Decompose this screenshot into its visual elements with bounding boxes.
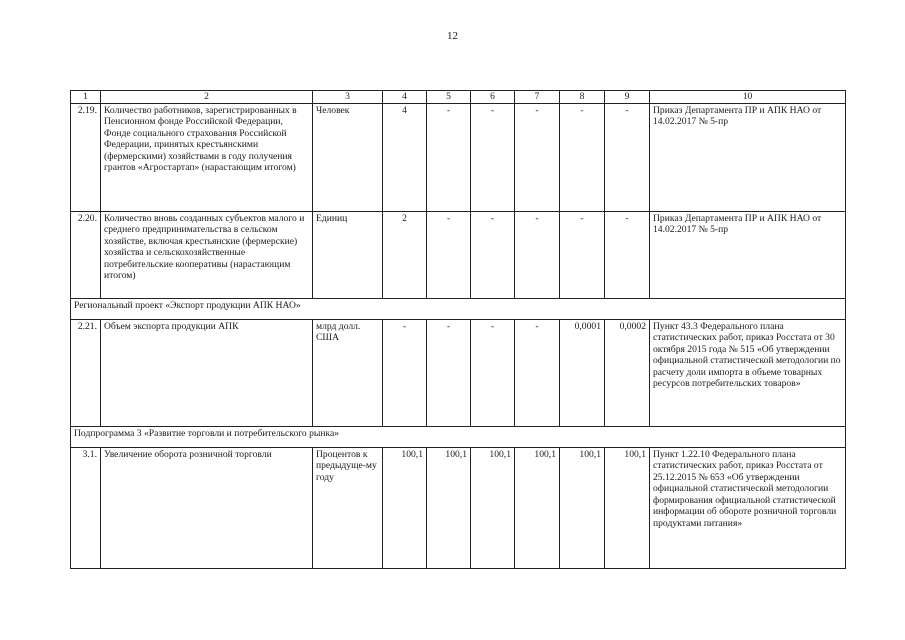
value-cell: 100,1 [427,447,471,568]
value-cell: 2 [383,211,427,298]
source-cell: Приказ Департамента ПР и АПК НАО от 14.02.2017 № 5-пр [650,103,846,211]
value-cell: 4 [383,103,427,211]
value-cell: - [515,103,560,211]
section-title: Подпрограмма 3 «Развитие торговли и потребительского рынка» [71,426,846,447]
table-row [71,447,846,568]
indicator-name: Количество работников, зарегистрированных в Пенсионном фонде Российской Федерации, Фонде социального страхования Российской Федерации, принятых крестьянскими (фермерскими) хозяйствами в году получения грантов «Агростартап» (нарастающим итогом) [101,103,313,211]
row-number: 2.20. [71,211,101,298]
value-cell: - [605,103,650,211]
source-cell: Пункт 1.22.10 Федерального плана статистических работ, приказ Росстата от 25.12.2015 № 653 «Об утверждении официальной статистической методологии формирования официальной статистической информации об обороте розничной торговли продуктами питания» [650,447,846,568]
column-header: 5 [427,91,471,104]
row-number: 2.21. [71,319,101,426]
value-cell: - [605,211,650,298]
column-header: 4 [383,91,427,104]
value-cell: 100,1 [383,447,427,568]
section-title: Региональный проект «Экспорт продукции АПК НАО» [71,298,846,319]
column-header: 1 [71,91,101,104]
unit-cell: Человек [313,103,383,211]
column-header: 8 [560,91,605,104]
column-header: 7 [515,91,560,104]
value-cell: - [471,319,515,426]
table-row [71,319,846,426]
value-cell: 0,0002 [605,319,650,426]
unit-cell: Единиц [313,211,383,298]
indicators-table [70,90,846,569]
section-row [71,426,846,447]
source-cell: Пункт 43.3 Федерального плана статистических работ, приказ Росстата от 30 октября 2015 года № 515 «Об утверждении официальной статистической методологии по расчету доли импорта в объеме товарных ресурсов потребительских товаров» [650,319,846,426]
value-cell: 0,0001 [560,319,605,426]
column-header: 3 [313,91,383,104]
unit-cell: Процентов к предыдуще-му году [313,447,383,568]
value-cell: - [515,211,560,298]
value-cell: - [427,319,471,426]
value-cell: - [515,319,560,426]
value-cell: - [560,103,605,211]
page-number: 12 [447,30,458,42]
value-cell: 100,1 [471,447,515,568]
indicator-name: Количество вновь созданных субъектов малого и среднего предпринимательства в сельском хозяйстве, включая крестьянские (фермерские) хозяйства и сельскохозяйственные потребительские кооперативы (нарастающим итогом) [101,211,313,298]
column-header: 10 [650,91,846,104]
value-cell: 100,1 [560,447,605,568]
value-cell: - [427,103,471,211]
row-number: 3.1. [71,447,101,568]
column-header: 2 [101,91,313,104]
value-cell: - [471,103,515,211]
value-cell: - [471,211,515,298]
value-cell: - [560,211,605,298]
indicator-name: Объем экспорта продукции АПК [101,319,313,426]
value-cell: 100,1 [515,447,560,568]
section-row [71,298,846,319]
source-cell: Приказ Департамента ПР и АПК НАО от 14.02.2017 № 5-пр [650,211,846,298]
column-header: 9 [605,91,650,104]
row-number: 2.19. [71,103,101,211]
value-cell: - [383,319,427,426]
value-cell: - [427,211,471,298]
table-row [71,103,846,211]
table-header-row [71,91,846,104]
unit-cell: млрд долл. США [313,319,383,426]
value-cell: 100,1 [605,447,650,568]
indicator-name: Увеличение оборота розничной торговли [101,447,313,568]
table-row [71,211,846,298]
column-header: 6 [471,91,515,104]
